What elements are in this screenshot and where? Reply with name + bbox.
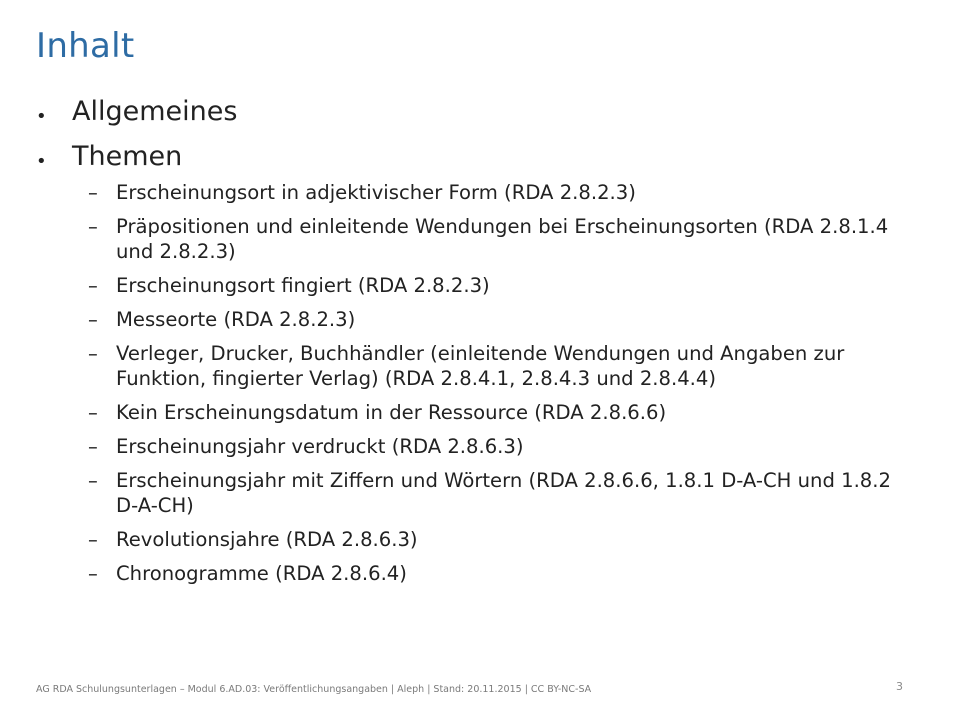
sub-item: [0, 180, 960, 205]
dash-marker: –: [88, 401, 98, 424]
sub-item: [0, 468, 960, 518]
sub-item: [0, 400, 960, 425]
page-number: 3: [896, 680, 903, 693]
sub-item-text: Erscheinungsort in adjektivischer Form (RDA 2.8.2.3): [116, 181, 636, 204]
sub-item: [0, 214, 960, 264]
themen-sublist: [0, 180, 960, 595]
sub-item-text: Revolutionsjahre (RDA 2.8.6.3): [116, 528, 418, 551]
sub-item: [0, 341, 960, 391]
sub-item: [0, 527, 960, 552]
bullet-text: Allgemeines: [72, 96, 238, 127]
sub-item-text: Erscheinungsjahr mit Ziffern und Wörtern (RDA 2.8.6.6, 1.8.1 D-A-CH und 1.8.2 D-A-CH): [116, 469, 891, 517]
sub-item-text: Messeorte (RDA 2.8.2.3): [116, 308, 356, 331]
sub-item-text: Präpositionen und einleitende Wendungen bei Erscheinungsorten (RDA 2.8.1.4 und 2.8.2.3): [116, 215, 889, 263]
slide-title: Inhalt: [36, 26, 135, 66]
dash-marker: –: [88, 181, 98, 204]
sub-item-text: Verleger, Drucker, Buchhändler (einleitende Wendungen und Angaben zur Funktion, fingierter Verlag) (RDA 2.8.4.1, 2.8.4.3 und 2.8.4.4): [116, 342, 845, 390]
dash-marker: –: [88, 528, 98, 551]
dash-marker: –: [88, 469, 98, 492]
sub-item-text: Erscheinungsort fingiert (RDA 2.8.2.3): [116, 274, 490, 297]
bullet-text: Themen: [72, 141, 183, 172]
dash-marker: –: [88, 308, 98, 331]
sub-item: [0, 561, 960, 586]
bullet-marker: •: [36, 151, 47, 172]
sub-item: [0, 434, 960, 459]
dash-marker: –: [88, 215, 98, 238]
sub-item-text: Kein Erscheinungsdatum in der Ressource (RDA 2.8.6.6): [116, 401, 667, 424]
sub-item: [0, 307, 960, 332]
sub-item-text: Chronogramme (RDA 2.8.6.4): [116, 562, 407, 585]
bullet-marker: •: [36, 106, 47, 127]
dash-marker: –: [88, 562, 98, 585]
sub-item: [0, 273, 960, 298]
dash-marker: –: [88, 435, 98, 458]
sub-item-text: Erscheinungsjahr verdruckt (RDA 2.8.6.3): [116, 435, 524, 458]
dash-marker: –: [88, 342, 98, 365]
dash-marker: –: [88, 274, 98, 297]
slide-footer: AG RDA Schulungsunterlagen – Modul 6.AD.03: Veröffentlichungsangaben | Aleph | Stand: 20.11.2015 | CC BY-NC-SA: [36, 684, 592, 695]
